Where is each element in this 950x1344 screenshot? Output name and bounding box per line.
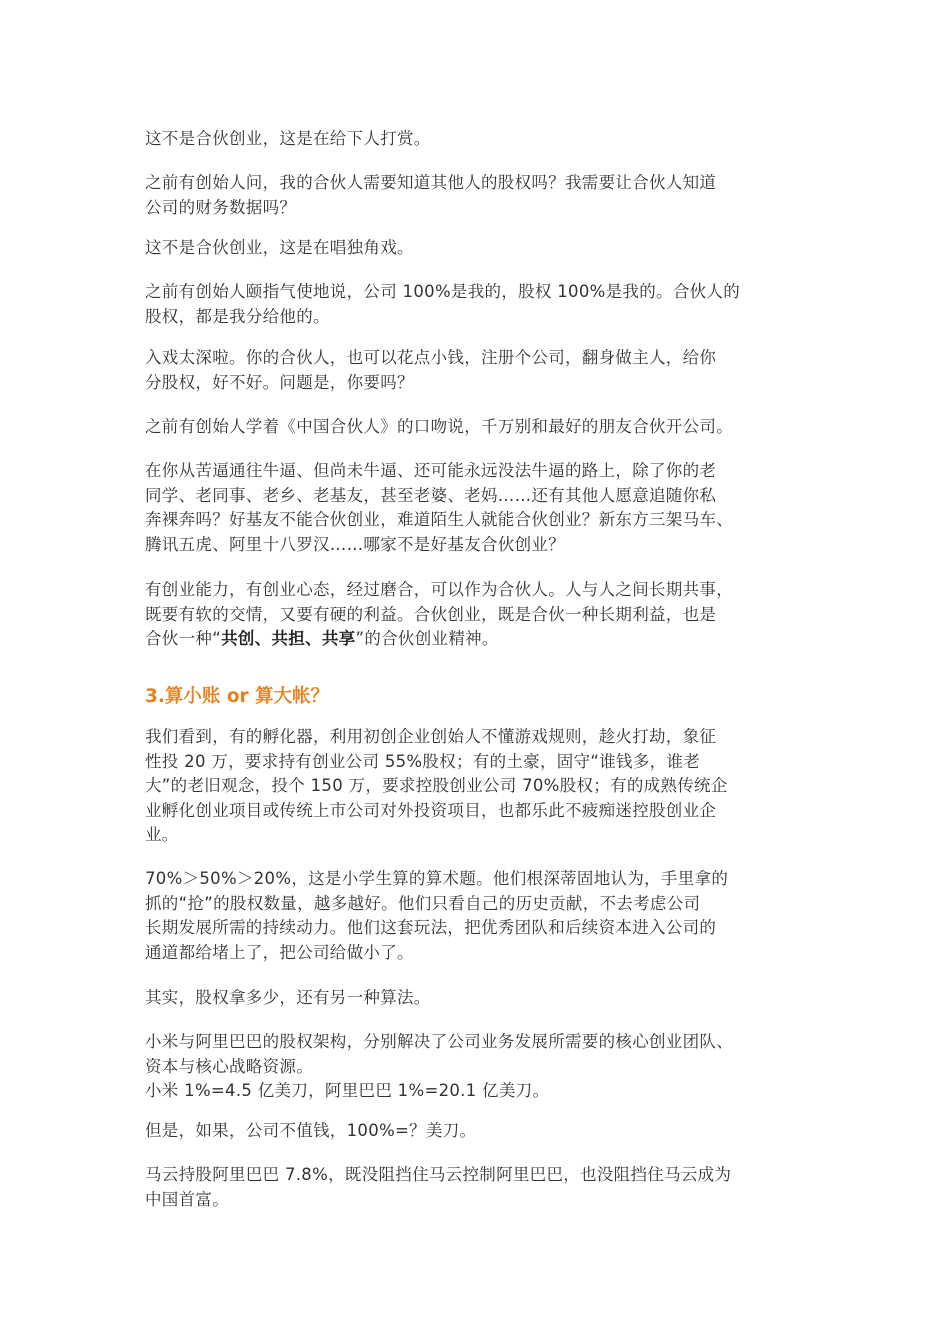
paragraph-3: [145, 236, 810, 261]
bold-emphasis: 共创、共担、共享: [221, 629, 356, 648]
text-line: 同学、老同事、老乡、老基友，甚至老婆、老妈……还有其他人愿意追随你私: [145, 485, 717, 505]
text-line: 之前有创始人学着《中国合伙人》的口吻说，千万别和最好的朋友合伙开公司。: [145, 417, 733, 436]
paragraph-5: [145, 346, 810, 395]
text-line: 有创业能力，有创业心态，经过磨合，可以作为合伙人。人与人之间长期共事，: [145, 580, 733, 599]
text-line: 入戏太深啦。你的合伙人，也可以花点小钱，注册个公司，翻身做主人，给你: [145, 348, 717, 367]
text-line: 抓的“抢”的股权数量，越多越好。他们只看自己的历史贡献，不去考虑公司: [145, 893, 701, 913]
text-line: 其实，股权拿多少，还有另一种算法。: [145, 988, 431, 1007]
paragraph-12: [145, 1030, 810, 1104]
text-line: 业孵化创业项目或传统上市公司对外投资项目，也都乐此不疲痴迷控股创业企: [145, 800, 717, 820]
text-line: 在你从苦逼通往牛逼、但尚未牛逼、还可能永远没法牛逼的路上，除了你的老: [145, 461, 717, 480]
text-line: 我们看到，有的孵化器，利用初创企业创始人不懂游戏规则，趁火打劫，象征: [145, 727, 717, 746]
paragraph-2: [145, 171, 810, 220]
text-line: 之前有创始人问，我的合伙人需要知道其他人的股权吗？我需要让合伙人知道: [145, 173, 717, 192]
text-line: 资本与核心战略资源。: [145, 1056, 313, 1076]
text-line: 小米 1%=4.5 亿美刀，阿里巴巴 1%=20.1 亿美刀。: [145, 1081, 550, 1100]
text-line: 长期发展所需的持续动力。他们这套玩法，把优秀团队和后续资本进入公司的: [145, 918, 717, 937]
text-line: 既要有软的交情，又要有硬的利益。合伙创业，既是合伙一种长期利益，也是: [145, 604, 717, 624]
section-heading: 3.算小账 or 算大帐？: [145, 686, 330, 707]
paragraph-8: [145, 578, 810, 652]
text-line: [145, 627, 810, 652]
text-line: 股权，都是我分给他的。: [145, 306, 330, 326]
text-run: ”的合伙创业精神。: [355, 629, 499, 648]
paragraph-1: [145, 127, 810, 152]
text-line: 但是，如果，公司不值钱，100%=？美刀。: [145, 1121, 477, 1140]
text-line: 通道都给堵上了，把公司给做小了。: [145, 942, 414, 962]
text-line: 分股权，好不好。问题是，你要吗？: [145, 372, 414, 392]
text-line: 业。: [145, 825, 179, 844]
text-line: 性投 20 万，要求持有创业公司 55%股权；有的土豪，固守“谁钱多，谁老: [145, 751, 701, 771]
text-line: 这不是合伙创业，这是在唱独角戏。: [145, 238, 414, 257]
text-line: 公司的财务数据吗？: [145, 197, 297, 217]
paragraph-14: [145, 1163, 810, 1212]
text-line: 马云持股阿里巴巴 7.8%，既没阻挡住马云控制阿里巴巴，也没阻挡住马云成为: [145, 1165, 732, 1184]
text-line: 这不是合伙创业，这是在给下人打赏。: [145, 129, 431, 148]
paragraph-10: [145, 867, 810, 965]
text-line: 大”的老旧观念，投个 150 万，要求控股创业公司 70%股权；有的成熟传统企: [145, 776, 728, 795]
paragraph-13: [145, 1119, 810, 1144]
paragraph-11: [145, 986, 810, 1011]
paragraph-4: [145, 280, 810, 329]
text-line: 奔裸奔吗？好基友不能合伙创业，难道陌生人就能合伙创业？新东方三架马车、: [145, 510, 733, 529]
text-line: 腾讯五虎、阿里十八罗汉……哪家不是好基友合伙创业？: [145, 534, 565, 554]
paragraph-6: [145, 415, 810, 440]
text-line: 中国首富。: [145, 1189, 229, 1209]
text-line: 小米与阿里巴巴的股权架构，分别解决了公司业务发展所需要的核心创业团队、: [145, 1032, 733, 1051]
text-run: 合伙一种“: [145, 629, 222, 648]
text-line: 之前有创始人颐指气使地说，公司 100%是我的，股权 100%是我的。合伙人的: [145, 282, 741, 301]
paragraph-7: [145, 459, 810, 557]
text-line: 70%＞50%＞20%，这是小学生算的算术题。他们根深蒂固地认为，手里拿的: [145, 869, 729, 888]
paragraph-9: [145, 725, 810, 848]
